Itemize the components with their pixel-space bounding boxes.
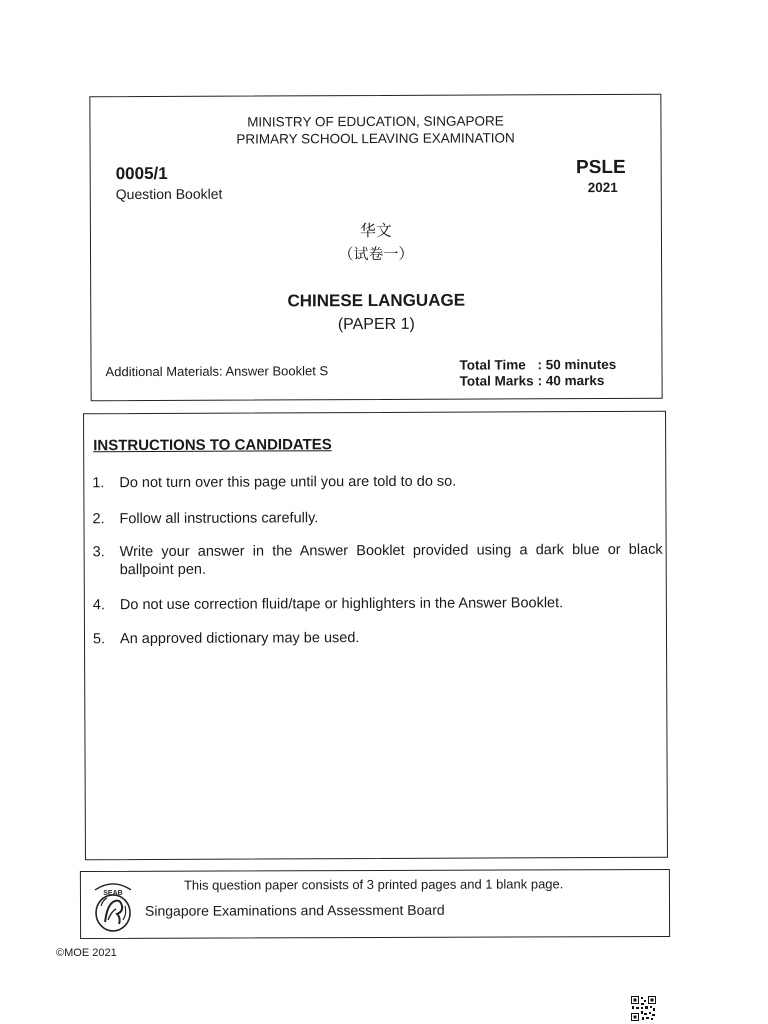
instruction-text: Do not turn over this page until you are told to do so.	[119, 473, 457, 492]
instruction-item	[92, 628, 663, 648]
instruction-text: Do not use correction fluid/tape or highlighters in the Answer Booklet.	[119, 595, 564, 614]
instruction-number: 5.	[92, 631, 106, 648]
instruction-text: Write your answer in the Answer Booklet provided using a dark blue or black ballpoint pen.	[119, 541, 663, 579]
seab-logo-text: SEAB	[103, 889, 123, 897]
instruction-item	[92, 508, 662, 528]
total-marks-value: : 40 marks	[537, 373, 605, 389]
seab-logo-icon	[87, 876, 139, 934]
footer-box	[80, 869, 670, 939]
exam-short-name: PSLE	[575, 156, 626, 179]
instructions-heading: INSTRUCTIONS TO CANDIDATES	[93, 436, 332, 455]
exam-year: 2021	[587, 179, 618, 196]
subject-title: CHINESE LANGUAGE	[287, 290, 466, 311]
total-marks-label: Total Marks	[459, 373, 534, 389]
exam-name: PRIMARY SCHOOL LEAVING EXAMINATION	[236, 130, 515, 147]
instruction-number: 4.	[92, 597, 105, 614]
cover-header-box	[89, 94, 662, 401]
qr-code-icon	[631, 996, 656, 1021]
booklet-type: Question Booklet	[115, 185, 223, 203]
paper-title: (PAPER 1)	[337, 315, 415, 334]
pages-note: This question paper consists of 3 printed pages and 1 blank page.	[183, 876, 564, 893]
instruction-number: 1.	[92, 475, 105, 492]
instructions-box	[83, 411, 668, 861]
instruction-number: 2.	[92, 511, 105, 528]
instruction-number: 3.	[92, 544, 105, 561]
additional-materials: Additional Materials: Answer Booklet S	[105, 363, 329, 380]
instruction-item	[92, 594, 663, 614]
ministry-name: MINISTRY OF EDUCATION, SINGAPORE	[247, 113, 504, 130]
instruction-text: An approved dictionary may be used.	[119, 630, 360, 648]
copyright: ©MOE 2021	[56, 947, 117, 959]
subject-chinese: 华文	[359, 220, 392, 241]
board-name: Singapore Examinations and Assessment Board	[144, 901, 445, 919]
total-time-label: Total Time	[459, 357, 526, 373]
paper-chinese: （试卷一）	[338, 244, 414, 264]
instruction-text: Follow all instructions carefully.	[119, 510, 319, 528]
paper-code: 0005/1	[115, 163, 168, 184]
instruction-item	[92, 472, 662, 492]
total-time-value: : 50 minutes	[537, 356, 617, 373]
instruction-item	[93, 541, 663, 583]
